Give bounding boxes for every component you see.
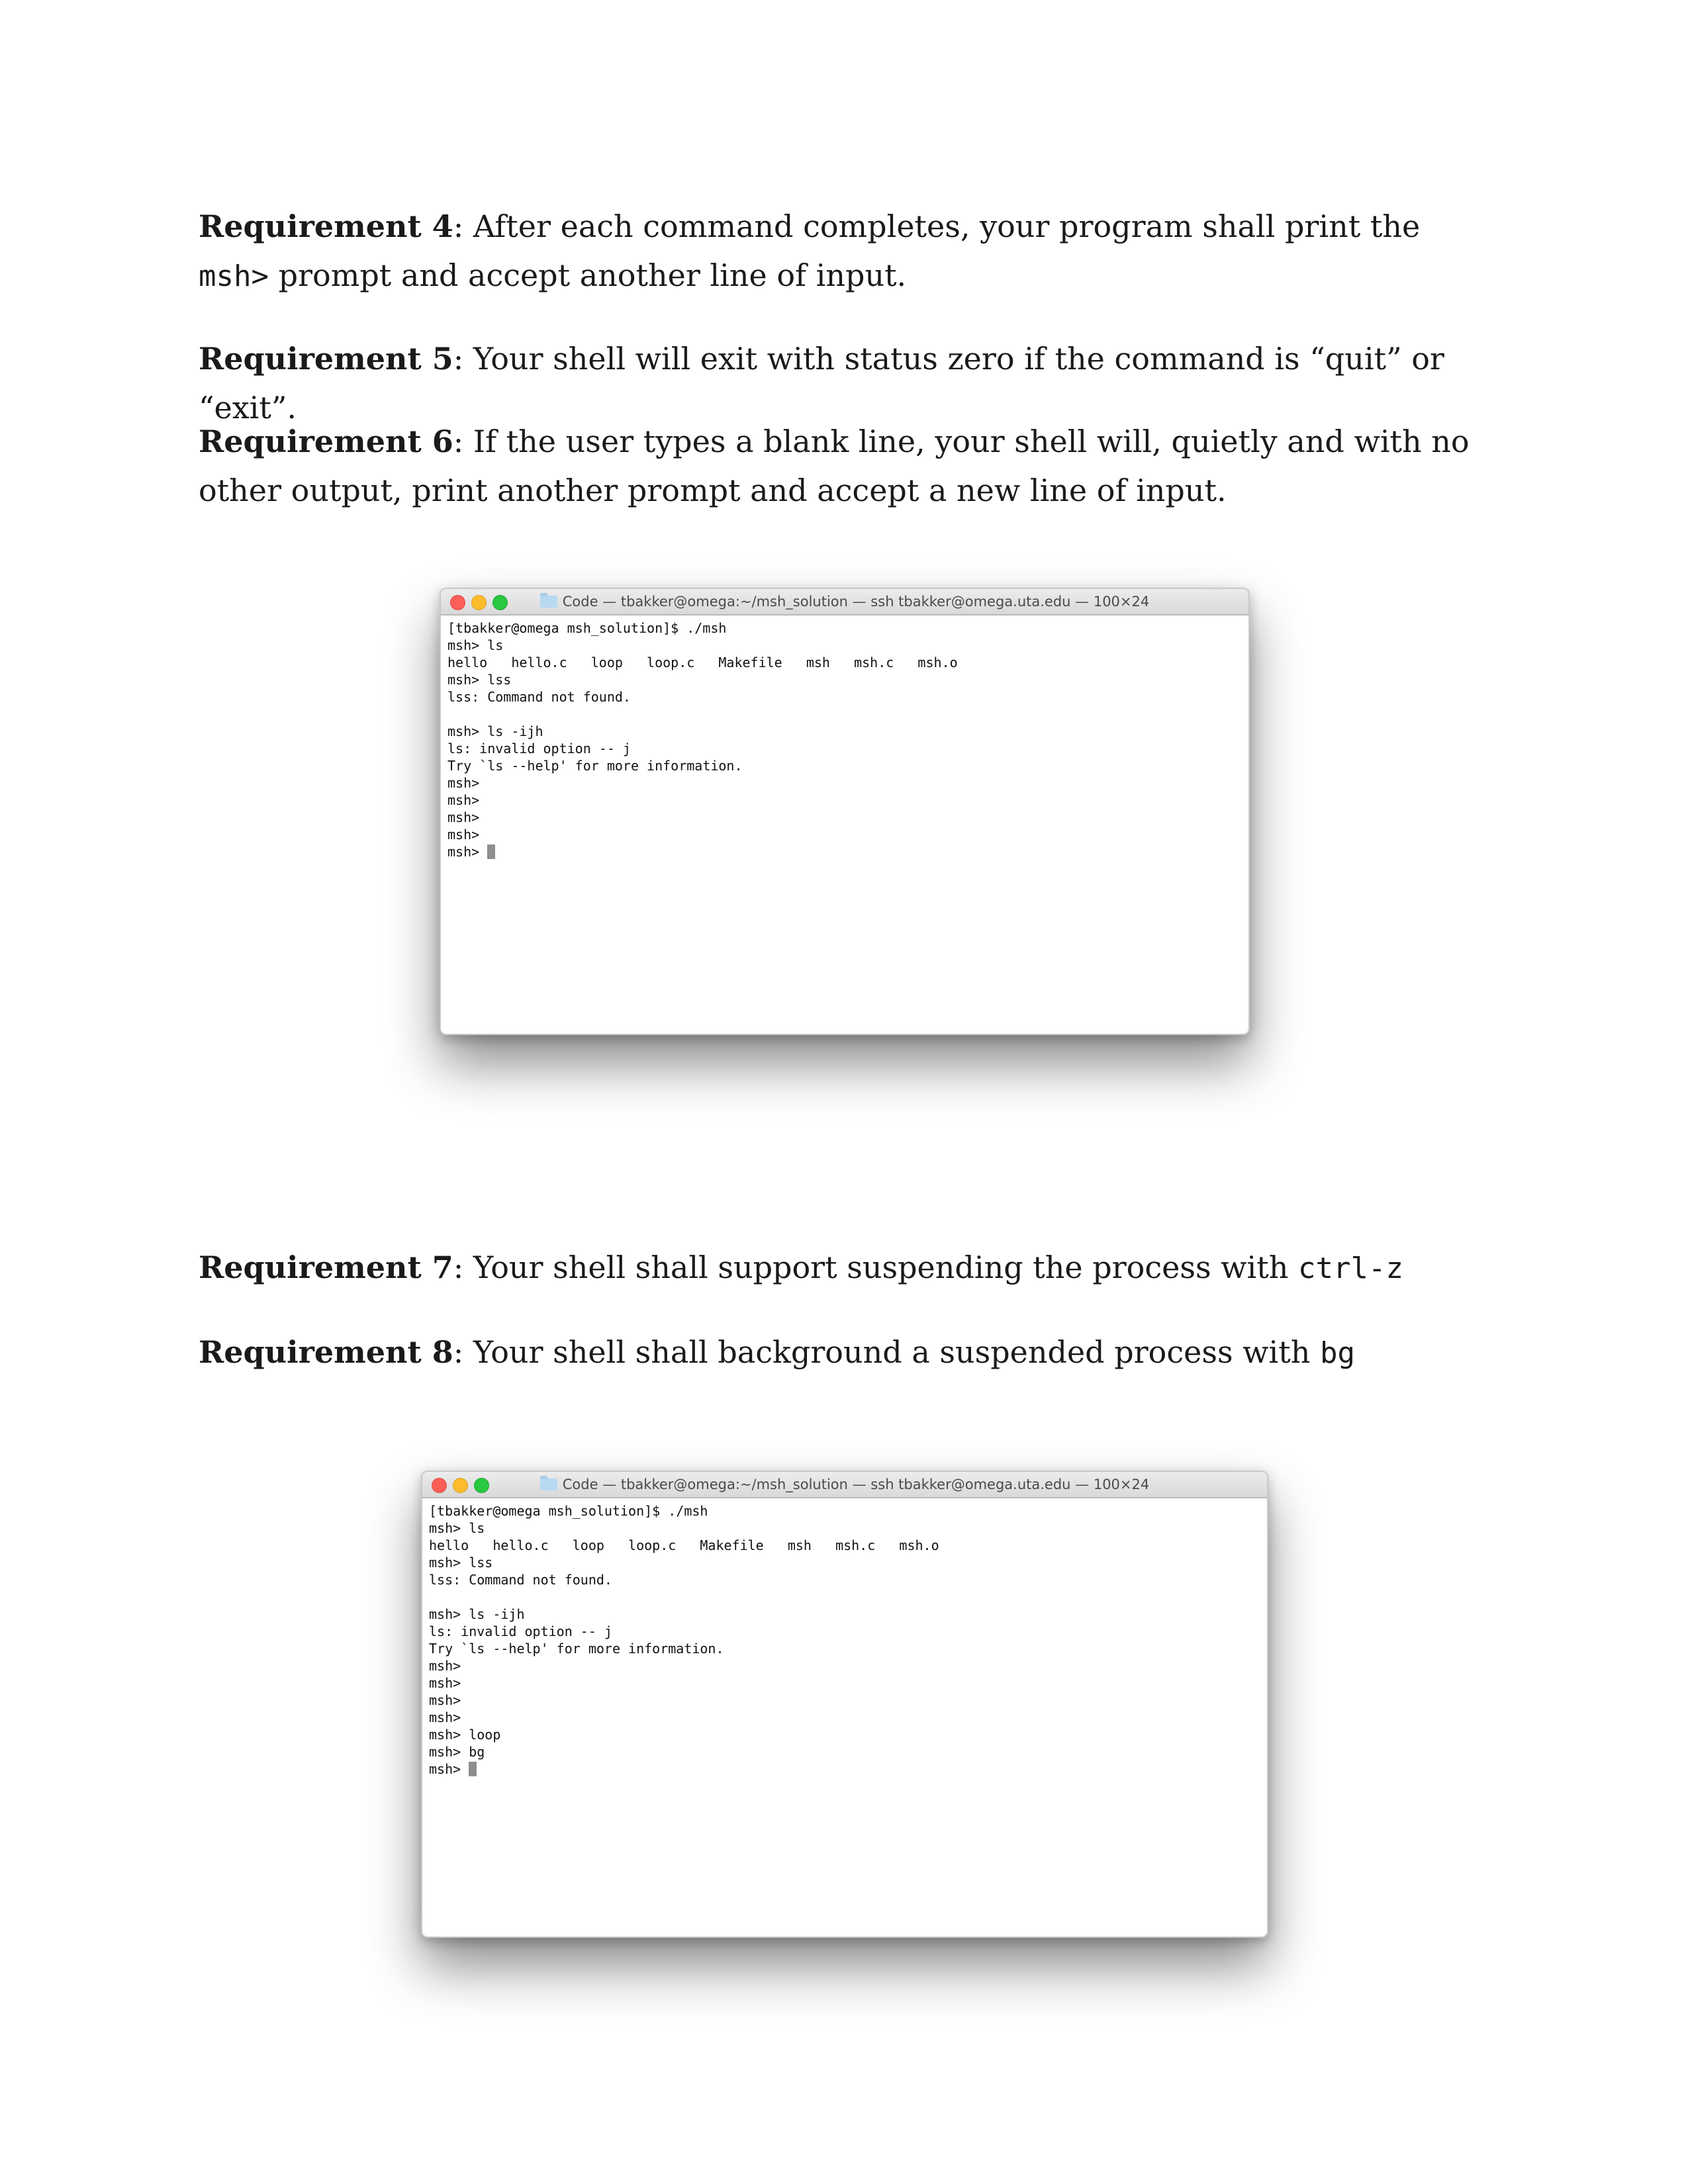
folder-icon	[540, 1479, 557, 1490]
requirement-4-code: msh>	[199, 259, 269, 293]
terminal-line: Try `ls --help' for more information.	[429, 1641, 724, 1657]
terminal-1-title	[441, 589, 1248, 614]
requirement-6	[199, 417, 1489, 515]
terminal-line: msh> lss	[447, 672, 512, 688]
requirement-6-label: Requirement 6	[199, 424, 453, 459]
terminal-2-titlebar[interactable]	[422, 1472, 1267, 1498]
requirement-5-text: : Your shell will exit with status zero if the command is “quit” or “exit”.	[199, 341, 1444, 426]
terminal-line: msh>	[447, 809, 480, 825]
text-cursor	[487, 844, 495, 859]
requirement-8-code: bg	[1320, 1336, 1355, 1370]
requirement-7-label: Requirement 7	[199, 1250, 453, 1285]
terminal-line: lss: Command not found.	[429, 1572, 612, 1588]
terminal-prompt: msh>	[429, 1761, 469, 1777]
terminal-line: [tbakker@omega msh_solution]$ ./msh	[447, 620, 727, 636]
requirement-8	[199, 1328, 1489, 1378]
terminal-1-output[interactable]	[441, 615, 1248, 860]
terminal-line: hello hello.c loop loop.c Makefile msh msh.c msh.o	[429, 1537, 939, 1553]
terminal-line: msh> ls	[447, 637, 504, 653]
terminal-line: msh> ls	[429, 1520, 485, 1536]
requirement-7-code: ctrl-z	[1298, 1251, 1403, 1285]
terminal-2-title	[422, 1472, 1267, 1497]
requirement-5-label: Requirement 5	[199, 341, 453, 377]
terminal-line: hello hello.c loop loop.c Makefile msh msh.c msh.o	[447, 655, 958, 670]
terminal-1-title-text: Code — tbakker@omega:~/msh_solution — ssh tbakker@omega.uta.edu — 100×24	[562, 594, 1150, 610]
terminal-window-2[interactable]	[421, 1471, 1268, 1938]
terminal-line: msh> ls -ijh	[429, 1606, 525, 1622]
terminal-line: Try `ls --help' for more information.	[447, 758, 743, 774]
requirement-8-label: Requirement 8	[199, 1334, 453, 1370]
terminal-line: [tbakker@omega msh_solution]$ ./msh	[429, 1503, 708, 1519]
terminal-line: ls: invalid option -- j	[429, 1623, 612, 1639]
requirement-4-text-post: prompt and accept another line of input.	[268, 257, 907, 293]
requirement-6-text: : If the user types a blank line, your shell will, quietly and with no other output, print another prompt and accept a new line of input.	[199, 424, 1470, 508]
terminal-line: msh> loop	[429, 1727, 501, 1743]
terminal-line: msh> bg	[429, 1744, 485, 1760]
requirement-8-text: : Your shell shall background a suspended process with	[453, 1334, 1321, 1370]
text-cursor	[469, 1762, 477, 1776]
terminal-line: msh>	[447, 827, 480, 842]
terminal-2-title-text: Code — tbakker@omega:~/msh_solution — ssh tbakker@omega.uta.edu — 100×24	[562, 1477, 1150, 1492]
terminal-line: ls: invalid option -- j	[447, 741, 631, 756]
requirement-4-label: Requirement 4	[199, 208, 453, 244]
terminal-line: msh>	[429, 1658, 461, 1674]
terminal-line: msh>	[429, 1675, 461, 1691]
terminal-prompt-line[interactable]	[429, 1760, 1260, 1778]
terminal-prompt-line[interactable]	[447, 843, 1242, 860]
terminal-line: msh>	[429, 1692, 461, 1708]
terminal-line: msh>	[447, 775, 480, 791]
terminal-2-output[interactable]	[422, 1498, 1267, 1778]
terminal-line	[429, 1588, 1260, 1606]
folder-icon	[540, 596, 557, 608]
terminal-line: msh> lss	[429, 1555, 493, 1570]
requirement-7	[199, 1243, 1489, 1293]
requirement-4	[199, 202, 1489, 301]
terminal-prompt: msh>	[447, 844, 488, 860]
requirement-7-text: : Your shell shall support suspending the process with	[453, 1250, 1298, 1285]
requirement-4-text-pre: : After each command completes, your program shall print the	[453, 208, 1421, 244]
terminal-line: msh> ls -ijh	[447, 723, 543, 739]
terminal-line: lss: Command not found.	[447, 689, 631, 705]
terminal-1-titlebar[interactable]	[441, 589, 1248, 615]
terminal-line: msh>	[429, 1709, 461, 1725]
terminal-line	[447, 705, 1242, 723]
terminal-line: msh>	[447, 792, 480, 808]
terminal-window-1[interactable]	[440, 588, 1250, 1035]
